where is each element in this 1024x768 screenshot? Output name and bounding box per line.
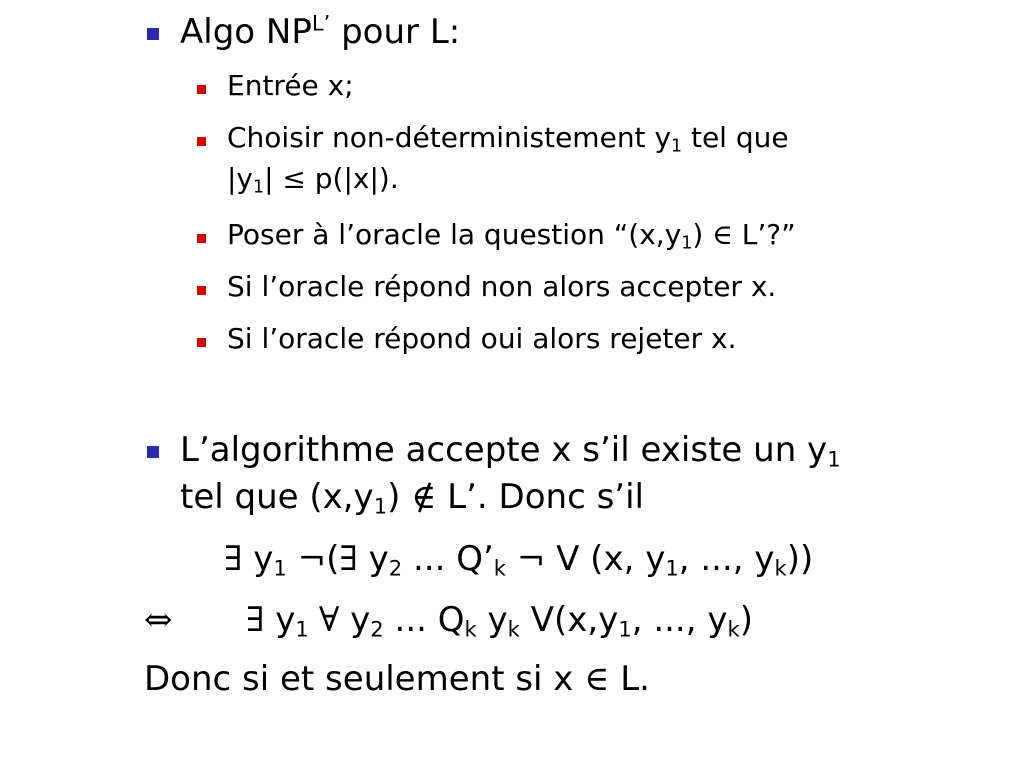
formula-2 — [144, 600, 753, 640]
main-item-algorithme-line1 — [180, 430, 841, 470]
sub-bullet-3 — [197, 234, 206, 243]
f2-v: V(x,y — [519, 600, 619, 640]
f1-y2: y — [357, 539, 389, 579]
f2-yk-sub: k — [507, 616, 520, 642]
algo-suffix: pour L: — [330, 12, 461, 52]
f2-close: ) — [739, 600, 753, 640]
exists-symbol-3: ∃ — [246, 600, 265, 640]
sub-item-oui — [227, 322, 737, 355]
sub-bullet-2 — [197, 137, 206, 146]
sub-bullet-5 — [197, 338, 206, 347]
poser-a: Poser à l’oracle la question “(x,y — [227, 218, 682, 251]
choisir-a: Choisir non-déterministement y — [227, 121, 672, 154]
choisir-c-sub: 1 — [253, 177, 265, 198]
non-text: Si l’oracle répond non alors accepter x. — [227, 270, 777, 303]
f2-qk-sub: k — [464, 616, 477, 642]
f2-y2-sub: 2 — [370, 616, 384, 642]
in-symbol: ∈ — [712, 218, 733, 251]
f1-y1: y — [242, 539, 274, 579]
exists-symbol-2: ∃ — [339, 539, 358, 579]
algorithme-b: tel que (x,y — [180, 477, 374, 517]
poser-c: L’?” — [732, 218, 796, 251]
algo-sup: L’ — [311, 10, 331, 36]
f2-y1: y — [264, 600, 296, 640]
sub-item-choisir-line1 — [227, 121, 789, 157]
sub-item-poser — [227, 218, 796, 254]
in-symbol-2: ∈ — [584, 659, 610, 699]
f1-rest2: , ..., y — [678, 539, 775, 579]
algorithme-b3: L’. Donc s’il — [436, 477, 644, 517]
iff-symbol: ⇔ — [144, 600, 173, 640]
f1-rest-subk: k — [774, 555, 787, 581]
poser-sub: 1 — [681, 233, 693, 254]
choisir-d: | — [264, 162, 283, 195]
neg-symbol-1: ¬ — [286, 539, 327, 579]
f2-yk: y — [476, 600, 508, 640]
f1-paren: ( — [326, 539, 340, 579]
main-bullet-1 — [147, 28, 159, 40]
f1-rest-sub1: 1 — [665, 555, 679, 581]
algorithme-a-sub: 1 — [827, 446, 841, 472]
choisir-e: p(|x|). — [305, 162, 399, 195]
main-item-algo — [180, 12, 460, 52]
f2-v-subk: k — [727, 616, 740, 642]
sub-item-non — [227, 270, 776, 303]
main-item-algorithme-line2 — [180, 477, 644, 517]
conclusion — [144, 659, 650, 699]
f1-y2-sub: 2 — [388, 555, 403, 581]
oui-text: Si l’oracle répond oui alors rejeter x. — [227, 322, 737, 355]
f1-dots: ... Q’ — [402, 539, 494, 579]
choisir-a-sub: 1 — [671, 136, 683, 157]
f2-v2: , ..., y — [631, 600, 728, 640]
sub-bullet-1 — [197, 85, 206, 94]
algorithme-b-sub: 1 — [373, 493, 388, 519]
notin-symbol: ∉ — [411, 477, 437, 517]
conclusion-a: Donc si et seulement si x — [144, 659, 585, 699]
choisir-c: |y — [227, 162, 254, 195]
choisir-b: tel que — [682, 121, 789, 154]
f1-close: )) — [786, 539, 814, 579]
sub-item-entree — [227, 69, 354, 102]
sub-bullet-4 — [197, 286, 206, 295]
f1-k-sub: k — [493, 555, 507, 581]
entree-text: Entrée x; — [227, 69, 354, 102]
formula-1 — [224, 539, 813, 579]
sub-item-choisir-line2 — [227, 162, 399, 198]
algo-prefix: Algo NP — [180, 12, 312, 52]
f2-v-sub1: 1 — [618, 616, 632, 642]
f1-rest: V (x, y — [545, 539, 666, 579]
forall-symbol: ∀ — [318, 600, 340, 640]
f2-dots: ... Q — [383, 600, 465, 640]
leq-symbol: ≤ — [282, 162, 306, 195]
f2-y1-sub: 1 — [295, 616, 309, 642]
algorithme-a: L’algorithme accepte x s’il existe un y — [180, 430, 828, 470]
f2-y2: y — [339, 600, 371, 640]
neg-symbol-2: ¬ — [506, 539, 546, 579]
poser-b: ) — [692, 218, 713, 251]
exists-symbol-1: ∃ — [224, 539, 243, 579]
algorithme-b2: ) — [387, 477, 412, 517]
main-bullet-2 — [147, 446, 159, 458]
conclusion-b: L. — [609, 659, 650, 699]
f1-y1-sub: 1 — [273, 555, 287, 581]
